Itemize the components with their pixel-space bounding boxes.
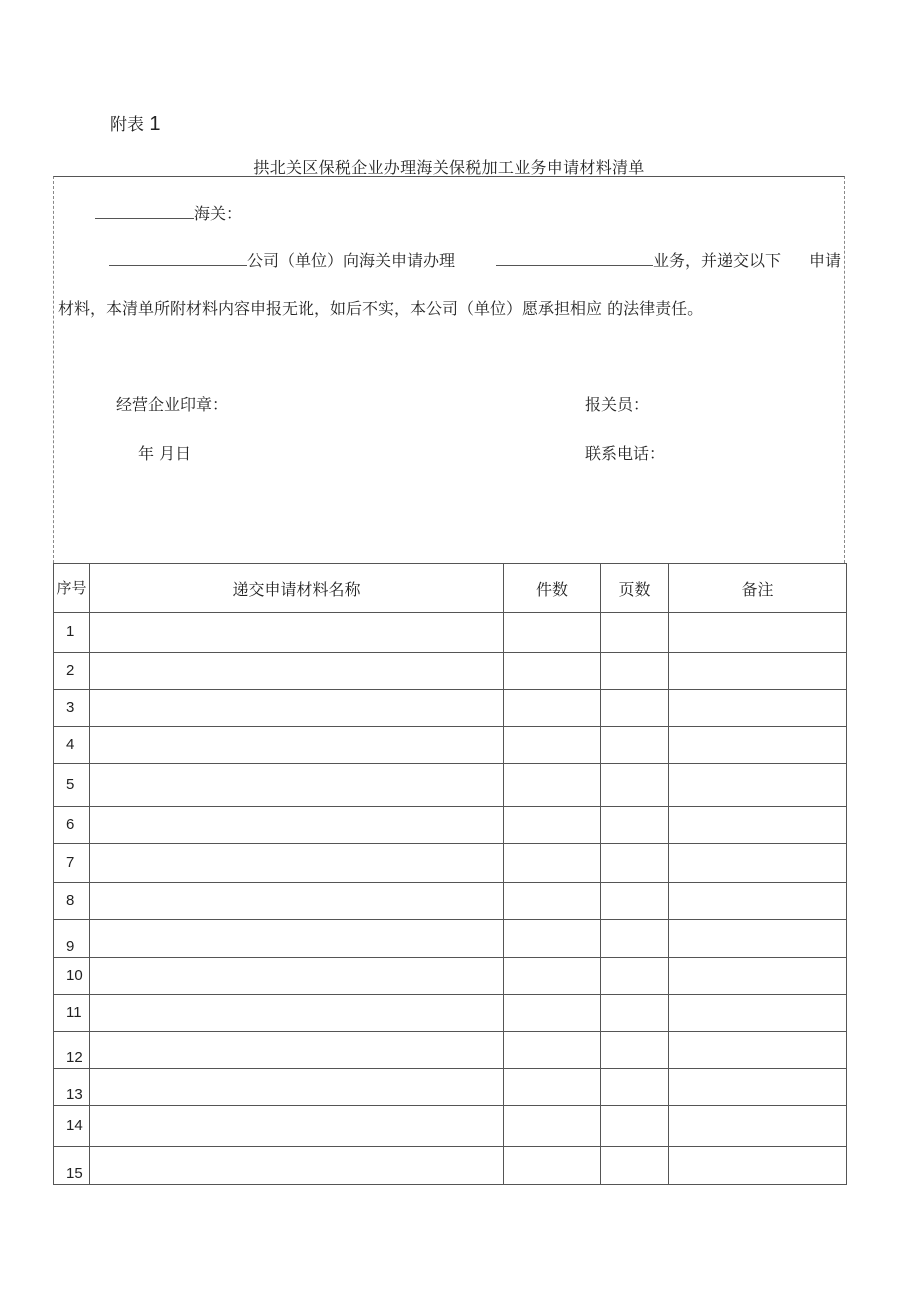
pages-cell[interactable] <box>601 883 669 920</box>
declaration-section <box>53 176 845 563</box>
copies-cell[interactable] <box>504 1106 601 1147</box>
material-name-cell[interactable] <box>90 920 504 958</box>
material-name-cell[interactable] <box>90 613 504 653</box>
remarks-cell[interactable] <box>669 1106 847 1147</box>
row-number: 8 <box>54 883 90 920</box>
remarks-cell[interactable] <box>669 958 847 995</box>
phone-label: 联系电话： <box>585 444 666 463</box>
document-title: 拱北关区保税企业办理海关保税加工业务申请材料清单 <box>253 158 645 177</box>
remarks-cell[interactable] <box>669 1032 847 1069</box>
row-number: 9 <box>54 920 90 958</box>
table-row <box>54 920 847 958</box>
remarks-cell[interactable] <box>669 1069 847 1106</box>
copies-cell[interactable] <box>504 995 601 1032</box>
table-row <box>54 653 847 690</box>
copies-cell[interactable] <box>504 613 601 653</box>
remarks-cell[interactable] <box>669 727 847 764</box>
remarks-cell[interactable] <box>669 690 847 727</box>
customs-suffix: 海关： <box>194 204 243 223</box>
material-name-cell[interactable] <box>90 1147 504 1185</box>
table-row <box>54 995 847 1032</box>
company-text: 公司（单位）向海关申请办理 <box>247 251 456 270</box>
pages-cell[interactable] <box>601 653 669 690</box>
copies-cell[interactable] <box>504 807 601 844</box>
row-number: 1 <box>54 613 90 653</box>
copies-cell[interactable] <box>504 883 601 920</box>
copies-cell[interactable] <box>504 1032 601 1069</box>
appendix-label: 附表 1 <box>110 113 161 135</box>
remarks-cell[interactable] <box>669 844 847 883</box>
material-name-cell[interactable] <box>90 690 504 727</box>
customs-name-blank[interactable] <box>95 204 194 219</box>
table-row <box>54 1106 847 1147</box>
table-header-row <box>54 564 847 613</box>
remarks-cell[interactable] <box>669 764 847 807</box>
business-text: 业务，并递交以下 <box>653 251 782 270</box>
copies-cell[interactable] <box>504 920 601 958</box>
table-row <box>54 844 847 883</box>
row-number: 15 <box>54 1147 90 1185</box>
copies-cell[interactable] <box>504 690 601 727</box>
copies-cell[interactable] <box>504 653 601 690</box>
table-row <box>54 1032 847 1069</box>
row-number: 5 <box>54 764 90 807</box>
row-number: 10 <box>54 958 90 995</box>
company-line <box>109 248 455 271</box>
remarks-cell[interactable] <box>669 613 847 653</box>
copies-cell[interactable] <box>504 1069 601 1106</box>
material-name-cell[interactable] <box>90 807 504 844</box>
remarks-cell[interactable] <box>669 995 847 1032</box>
table-row <box>54 1147 847 1185</box>
table-row <box>54 690 847 727</box>
pages-cell[interactable] <box>601 764 669 807</box>
row-number: 11 <box>54 995 90 1032</box>
table-row <box>54 807 847 844</box>
material-name-cell[interactable] <box>90 1069 504 1106</box>
liability-statement: 材料，本清单所附材料内容申报无讹，如后不实，本公司（单位）愿承担相应 的法律责任。 <box>58 299 704 318</box>
customs-line <box>95 201 242 224</box>
copies-cell[interactable] <box>504 1147 601 1185</box>
row-number: 2 <box>54 653 90 690</box>
row-number: 6 <box>54 807 90 844</box>
material-name-cell[interactable] <box>90 1106 504 1147</box>
column-header-name: 递交申请材料名称 <box>90 564 504 613</box>
remarks-cell[interactable] <box>669 1147 847 1185</box>
material-name-cell[interactable] <box>90 764 504 807</box>
line1-end: 申请 <box>809 251 842 270</box>
remarks-cell[interactable] <box>669 920 847 958</box>
pages-cell[interactable] <box>601 1032 669 1069</box>
pages-cell[interactable] <box>601 1106 669 1147</box>
date-label: 年 月日 <box>138 444 192 463</box>
material-name-cell[interactable] <box>90 958 504 995</box>
row-number: 13 <box>54 1069 90 1106</box>
column-header-remarks: 备注 <box>669 564 847 613</box>
material-name-cell[interactable] <box>90 995 504 1032</box>
column-header-seq: 序号 <box>54 564 90 613</box>
table-body <box>54 613 847 1185</box>
declarant-label: 报关员： <box>585 395 650 414</box>
row-number: 14 <box>54 1106 90 1147</box>
business-type-blank[interactable] <box>496 251 653 266</box>
pages-cell[interactable] <box>601 995 669 1032</box>
table-row <box>54 883 847 920</box>
pages-cell[interactable] <box>601 844 669 883</box>
column-header-copies: 件数 <box>504 564 601 613</box>
pages-cell[interactable] <box>601 920 669 958</box>
pages-cell[interactable] <box>601 727 669 764</box>
remarks-cell[interactable] <box>669 653 847 690</box>
seal-label: 经营企业印章： <box>116 395 229 414</box>
materials-table <box>53 563 847 1185</box>
table-row <box>54 727 847 764</box>
appendix-number: 1 <box>149 113 161 135</box>
pages-cell[interactable] <box>601 613 669 653</box>
copies-cell[interactable] <box>504 958 601 995</box>
company-name-blank[interactable] <box>109 251 247 266</box>
material-name-cell[interactable] <box>90 1032 504 1069</box>
remarks-cell[interactable] <box>669 883 847 920</box>
pages-cell[interactable] <box>601 690 669 727</box>
table-row <box>54 958 847 995</box>
material-name-cell[interactable] <box>90 883 504 920</box>
row-number: 3 <box>54 690 90 727</box>
copies-cell[interactable] <box>504 844 601 883</box>
material-name-cell[interactable] <box>90 727 504 764</box>
remarks-cell[interactable] <box>669 807 847 844</box>
copies-cell[interactable] <box>504 764 601 807</box>
pages-cell[interactable] <box>601 1069 669 1106</box>
pages-cell[interactable] <box>601 958 669 995</box>
row-number: 12 <box>54 1032 90 1069</box>
pages-cell[interactable] <box>601 1147 669 1185</box>
row-number: 7 <box>54 844 90 883</box>
copies-cell[interactable] <box>504 727 601 764</box>
table-row <box>54 764 847 807</box>
column-header-pages: 页数 <box>601 564 669 613</box>
material-name-cell[interactable] <box>90 844 504 883</box>
table-row <box>54 613 847 653</box>
row-number: 4 <box>54 727 90 764</box>
business-line <box>496 248 781 271</box>
pages-cell[interactable] <box>601 807 669 844</box>
table-row <box>54 1069 847 1106</box>
material-name-cell[interactable] <box>90 653 504 690</box>
